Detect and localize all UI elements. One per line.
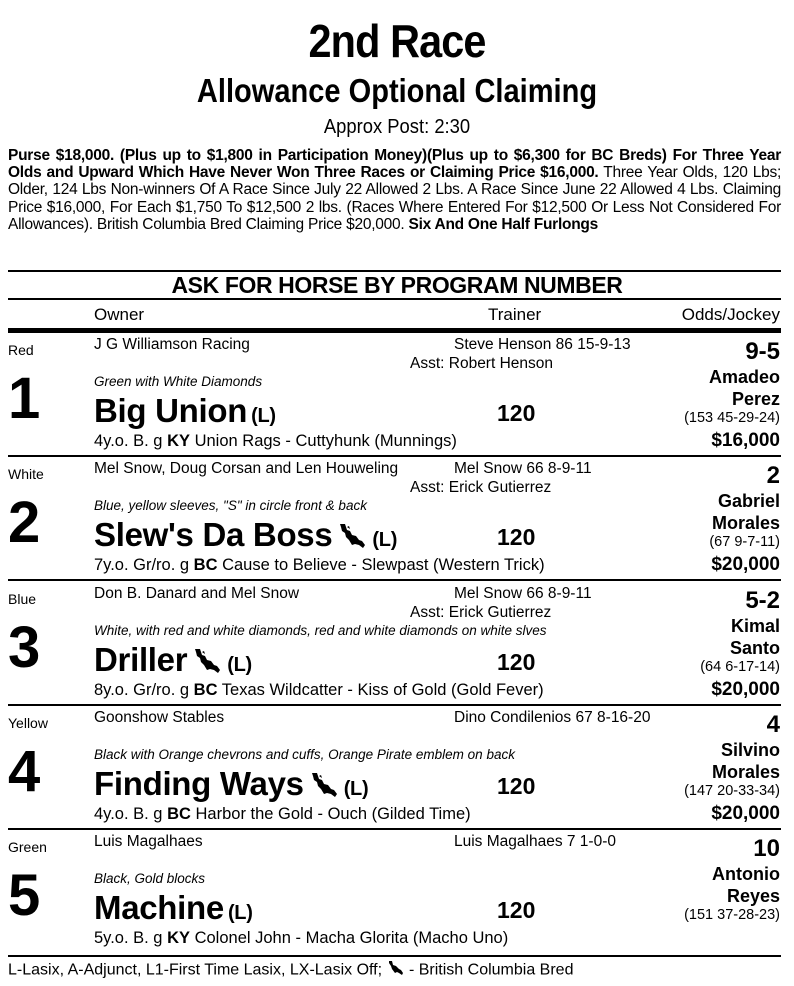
owner-column-header: Owner — [94, 305, 145, 324]
jockey — [730, 615, 780, 659]
jockey — [712, 739, 780, 783]
claiming-price: $20,000 — [711, 554, 780, 575]
silks-description: White, with red and white diamonds, red and white diamonds on white slves — [94, 623, 547, 638]
horse-name-line — [94, 767, 368, 803]
claiming-price: $20,000 — [711, 803, 780, 824]
state-bred: BC — [193, 681, 218, 699]
horse-name: Driller — [94, 641, 188, 678]
state-bred: KY — [167, 929, 190, 947]
pedigree: Union Rags - Cuttyhunk (Munnings) — [194, 432, 457, 450]
medication: (L) — [251, 405, 276, 427]
jockey-last-name: Perez — [731, 389, 780, 409]
trainer: Luis Magalhaes 7 1-0-0 — [454, 833, 616, 850]
state-bred: KY — [167, 432, 190, 450]
entry-divider — [8, 455, 781, 457]
program-number-banner: ASK FOR HORSE BY PROGRAM NUMBER — [171, 272, 623, 298]
jockey-last-name: Reyes — [726, 886, 780, 906]
jockey — [712, 863, 780, 907]
legend — [8, 960, 573, 981]
horse-name: Big Union — [94, 392, 248, 429]
assistant-trainer: Asst: Erick Gutierrez — [410, 604, 552, 621]
program-number: 1 — [8, 366, 41, 431]
race-distance: Six And One Half Furlongs — [408, 215, 599, 233]
jockey — [709, 366, 780, 410]
horse-name-line — [94, 643, 252, 679]
medication: (L) — [227, 902, 253, 924]
bc-bred-legend: - British Columbia Bred — [408, 961, 574, 979]
morning-line-odds: 10 — [753, 835, 780, 862]
horse-name-line — [94, 394, 276, 427]
breeding — [94, 929, 508, 948]
weight: 120 — [497, 649, 536, 675]
horse-name: Finding Ways — [94, 765, 304, 802]
horse-name: Slew's Da Boss — [94, 516, 333, 553]
jockey-stats: (64 6-17-14) — [700, 659, 780, 675]
saddlecloth-color: Yellow — [8, 715, 48, 731]
weight: 120 — [497, 897, 536, 923]
conditions-purse: Purse $18,000. (Plus up to $1,800 in Participation Money)(Plus up to $6,300 for BC Breds) For Three Year Olds and Upward Which Have Never Won Three Races or Claiming Price $16,000. — [8, 147, 781, 182]
entry-divider — [8, 704, 781, 706]
entry-divider — [8, 579, 781, 581]
saddlecloth-color: Blue — [8, 591, 37, 607]
pedigree: Cause to Believe - Slewpast (Western Trick) — [222, 556, 545, 574]
owner: Don B. Danard and Mel Snow — [94, 585, 300, 602]
trainer: Dino Condilenios 67 8-16-20 — [454, 709, 651, 726]
jockey-stats: (151 37-28-23) — [684, 907, 780, 923]
medication-legend: L-Lasix, A-Adjunct, L1-First Time Lasix, LX-Lasix Off; — [8, 961, 383, 979]
pedigree: Colonel John - Macha Glorita (Macho Uno) — [194, 929, 509, 947]
morning-line-odds: 9-5 — [745, 338, 780, 365]
owner: Mel Snow, Doug Corsan and Len Houweling — [94, 460, 399, 477]
medication: (L) — [227, 654, 252, 676]
weight: 120 — [497, 400, 536, 426]
age-sex: 4y.o. B. g — [94, 805, 163, 823]
race-type: Allowance Optional Claiming — [196, 72, 598, 109]
entry-divider — [8, 828, 781, 830]
jockey-last-name: Morales — [711, 762, 780, 782]
saddlecloth-color: White — [8, 466, 44, 482]
morning-line-odds: 2 — [766, 462, 780, 489]
bc-bred-icon — [387, 960, 405, 981]
state-bred: BC — [167, 805, 191, 823]
claiming-price: $16,000 — [711, 430, 780, 451]
jockey-stats: (153 45-29-24) — [684, 410, 780, 426]
pedigree: Harbor the Gold - Ouch (Gilded Time) — [195, 805, 471, 823]
divider — [8, 955, 781, 957]
jockey-first-name: Silvino — [720, 740, 780, 760]
age-sex: 7y.o. Gr/ro. g — [94, 556, 190, 574]
morning-line-odds: 5-2 — [745, 587, 780, 614]
pedigree: Texas Wildcatter - Kiss of Gold (Gold Fever) — [221, 681, 544, 699]
odds-column-header: Odds/Jockey — [681, 305, 780, 324]
silks-description: Black, Gold blocks — [94, 871, 206, 886]
jockey-stats: (147 20-33-34) — [684, 783, 780, 799]
weight: 120 — [497, 524, 536, 550]
medication: (L) — [372, 529, 398, 551]
jockey-first-name: Antonio — [712, 864, 780, 884]
trainer: Mel Snow 66 8-9-11 — [454, 585, 592, 602]
trainer-column-header: Trainer — [488, 305, 542, 324]
header-rule — [8, 328, 781, 333]
state-bred: BC — [193, 556, 218, 574]
post-time: Approx Post: 2:30 — [323, 116, 471, 138]
bc-bred-icon — [338, 521, 368, 554]
conditions-text: Three Year Olds, 120 Lbs; Older, 124 Lbs Non-winners Of A Race Since July 22 Allowed 2 Lbs. A Race Since June 22 Allowed 4 Lbs. Claiming Price $16,000, For Each $1,750 To $12,500 2 lbs. (Races Where Entered For $12,500 Or Less Not Considered For Allowances). British Columbia Bred Claiming Price $20,000. — [8, 164, 782, 233]
race-conditions — [8, 147, 781, 233]
weight: 120 — [497, 773, 536, 799]
divider — [8, 298, 781, 300]
jockey-last-name: Morales — [711, 513, 780, 533]
breeding — [94, 556, 545, 575]
program-number: 2 — [8, 490, 41, 555]
trainer: Steve Henson 86 15-9-13 — [454, 336, 631, 353]
owner: Goonshow Stables — [94, 709, 225, 726]
saddlecloth-color: Green — [8, 839, 47, 855]
saddlecloth-color: Red — [8, 342, 34, 358]
age-sex: 5y.o. B. g — [94, 929, 163, 947]
program-number: 3 — [8, 615, 41, 680]
assistant-trainer: Asst: Erick Gutierrez — [410, 479, 552, 496]
jockey-first-name: Kimal — [730, 616, 780, 636]
jockey-stats: (67 9-7-11) — [709, 534, 780, 550]
medication: (L) — [343, 778, 369, 800]
breeding — [94, 805, 471, 824]
trainer: Mel Snow 66 8-9-11 — [454, 460, 592, 477]
claiming-price: $20,000 — [711, 679, 780, 700]
program-number: 4 — [8, 739, 41, 804]
silks-description: Black with Orange chevrons and cuffs, Orange Pirate emblem on back — [94, 747, 515, 762]
jockey — [712, 490, 780, 534]
breeding — [94, 681, 544, 700]
bc-bred-icon — [193, 646, 223, 679]
breeding — [94, 432, 457, 451]
race-title: 2nd Race — [308, 15, 486, 67]
jockey-first-name: Gabriel — [717, 491, 780, 511]
morning-line-odds: 4 — [766, 711, 780, 738]
program-number: 5 — [8, 863, 41, 928]
horse-name: Machine — [94, 889, 224, 926]
owner: Luis Magalhaes — [94, 833, 203, 850]
age-sex: 4y.o. B. g — [94, 432, 163, 450]
assistant-trainer: Asst: Robert Henson — [410, 355, 554, 372]
bc-bred-icon — [310, 770, 340, 803]
jockey-first-name: Amadeo — [708, 367, 780, 387]
age-sex: 8y.o. Gr/ro. g — [94, 681, 190, 699]
horse-name-line — [94, 891, 253, 924]
horse-name-line — [94, 518, 397, 554]
jockey-last-name: Santo — [729, 638, 780, 658]
silks-description: Blue, yellow sleeves, "S" in circle front & back — [94, 498, 367, 513]
owner: J G Williamson Racing — [94, 336, 250, 353]
silks-description: Green with White Diamonds — [94, 374, 263, 389]
